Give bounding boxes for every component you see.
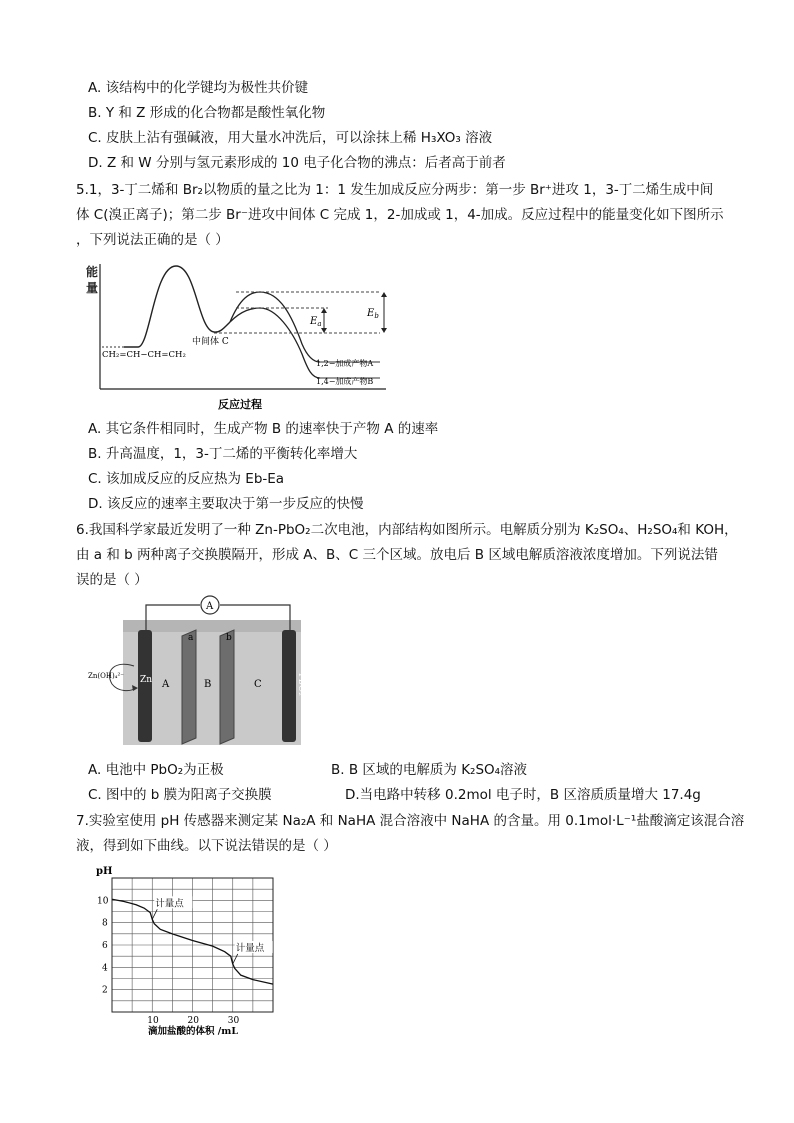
energy-x-axis-label: 反应过程 [218, 398, 262, 411]
equivalence-point-label: 计量点 [235, 942, 265, 954]
q6-stem-line2: 由 a 和 b 两种离子交换膜隔开，形成 A、B、C 三个区域。放电后 B 区域电解质溶液浓度增加。下列说法错 [76, 547, 718, 563]
energy-axis-label-1: 能 [86, 265, 99, 279]
reactant-label: CH₂=CH−CH=CH₂ [102, 350, 186, 360]
q4-option-c: C. 皮肤上沾有强碱液，用大量水冲洗后，可以涂抹上稀 H₃XO₃ 溶液 [88, 130, 493, 146]
q5-option-c: C. 该加成反应的反应热为 Eb-Ea [88, 471, 285, 487]
membrane-a [182, 630, 196, 744]
energy-curve-branch-a [230, 292, 320, 362]
zn-electrode [138, 630, 152, 742]
equivalence-point-label: 计量点 [155, 898, 184, 910]
y-tick-label: 6 [102, 941, 108, 951]
q5-option-b: B. 升高温度，1，3-丁二烯的平衡转化率增大 [88, 446, 358, 462]
q7-stem-line2: 液，得到如下曲线。以下说法错误的是（ ） [76, 838, 337, 854]
ph-x-axis-label: 滴加盐酸的体积 /mL [148, 1026, 239, 1037]
ph-axis-label: pH [96, 866, 113, 877]
x-tick-label: 30 [227, 1016, 240, 1026]
y-tick-label: 2 [102, 985, 108, 996]
q6-stem-line3: 误的是（ ） [76, 572, 148, 588]
equivalence-point-pointer [233, 954, 238, 964]
battery-diagram [86, 592, 316, 750]
q5-option-d: D. 该反应的速率主要取决于第一步反应的快慢 [88, 496, 364, 512]
q6-option-c: C. 图中的 b 膜为阳离子交换膜 [88, 787, 272, 803]
energy-diagram [80, 258, 400, 416]
product-a-label: 1,2−加成产物A [316, 359, 374, 368]
ph-titration-chart [90, 862, 290, 1042]
pbo2-electrode [282, 630, 296, 742]
zn-label: Zn [140, 675, 153, 685]
intermediate-label: 中间体 C [192, 337, 229, 347]
q4-option-a: A. 该结构中的化学键均为极性共价键 [88, 80, 309, 96]
pbo2-label: PbO₂ [296, 673, 306, 696]
q6-option-b: B. B 区域的电解质为 K₂SO₄溶液 [331, 762, 528, 778]
q7-stem-line1: 7.实验室使用 pH 传感器来测定某 Na₂A 和 NaHA 混合溶液中 NaHA 的含量。用 0.1mol·L⁻¹盐酸滴定该混合溶 [76, 813, 745, 829]
q6-option-d: D.当电路中转移 0.2mol 电子时，B 区溶质质量增大 17.4g [345, 787, 701, 803]
energy-axis-label-2: 量 [86, 281, 99, 295]
q5-stem-line2: 体 C(溴正离子)；第二步 Br⁻进攻中间体 C 完成 1，2-加成或 1，4-加成。反应过程中的能量变化如下图所示 [76, 207, 724, 223]
ammeter-label: A [206, 601, 214, 612]
x-tick-label: 10 [147, 1016, 159, 1026]
q6-option-a: A. 电池中 PbO₂为正极 [88, 762, 224, 778]
region-c-label: C [254, 679, 262, 690]
y-tick-label: 8 [102, 918, 108, 929]
svg-text:Ea [309, 316, 322, 328]
q5-option-a: A. 其它条件相同时，生成产物 B 的速率快于产物 A 的速率 [88, 421, 439, 437]
product-b-label: 1,4−加成产物B [316, 377, 374, 386]
svg-text:Eb [366, 308, 379, 320]
energy-curve-step1 [124, 266, 230, 347]
y-tick-label: 10 [97, 896, 109, 907]
eb-label: E [367, 308, 375, 319]
eb-subscript: b [374, 312, 379, 320]
q5-stem-line3: ，下列说法正确的是（ ） [76, 232, 229, 248]
membrane-b [220, 630, 234, 744]
equivalence-point-pointer [152, 909, 157, 919]
q4-option-b: B. Y 和 Z 形成的化合物都是酸性氧化物 [88, 105, 326, 121]
region-b-label: B [204, 679, 212, 690]
ea-subscript: a [317, 320, 322, 328]
x-tick-label: 20 [187, 1016, 199, 1026]
membrane-b-label: b [226, 633, 232, 643]
q5-stem-line1: 5.1，3-丁二烯和 Br₂以物质的量之比为 1：1 发生加成反应分两步：第一步 Br⁺进攻 1，3-丁二烯生成中间 [76, 182, 714, 198]
q4-option-d: D. Z 和 W 分别与氢元素形成的 10 电子化合物的沸点：后者高于前者 [88, 155, 506, 171]
q6-stem-line1: 6.我国科学家最近发明了一种 Zn-PbO₂二次电池，内部结构如图所示。电解质分别为 K₂SO₄、H₂SO₄和 KOH， [76, 522, 738, 538]
zincate-label: Zn(OH)₄²⁻ [88, 672, 124, 680]
region-a-label: A [162, 679, 170, 690]
membrane-a-label: a [188, 633, 194, 643]
energy-curve-branch-b [230, 308, 320, 378]
y-tick-label: 4 [102, 963, 108, 974]
ea-label: E [310, 316, 318, 327]
